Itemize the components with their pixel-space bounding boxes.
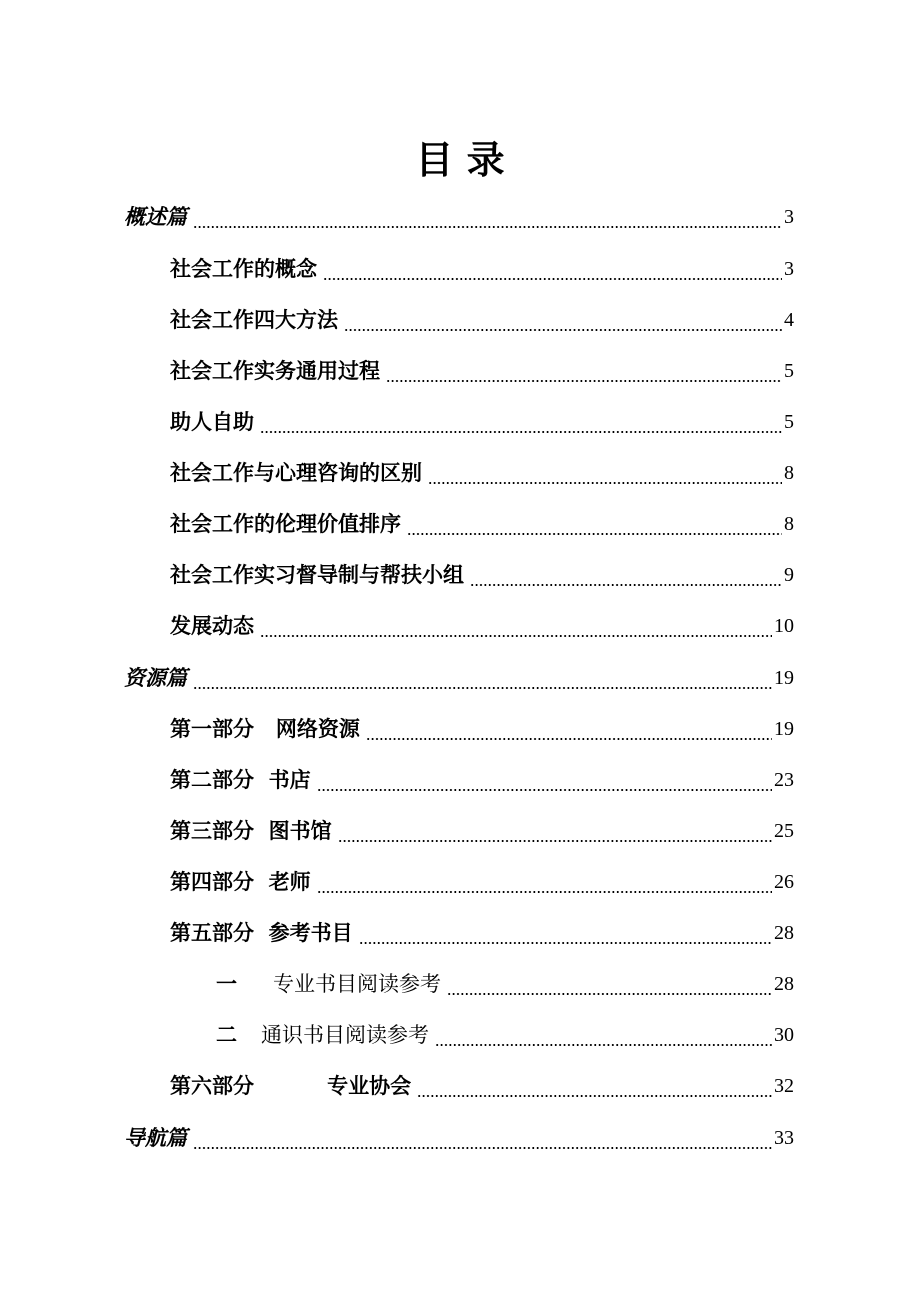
toc-entry-text: 概述篇 (124, 205, 187, 229)
toc-entry-text: 通识书目阅读参考 (261, 1023, 429, 1047)
toc-page-number: 25 (774, 820, 794, 842)
toc-page-number: 3 (784, 206, 794, 228)
dot-leader (417, 1071, 772, 1101)
toc-entry[interactable] (170, 765, 794, 795)
dot-leader (323, 254, 782, 284)
toc-page-number: 28 (774, 973, 794, 995)
toc-entry[interactable] (170, 867, 794, 897)
dot-leader (193, 1123, 772, 1153)
toc-entry[interactable] (170, 1071, 794, 1101)
toc-entry-sub[interactable] (216, 1020, 794, 1050)
dot-leader (193, 202, 782, 232)
toc-entry[interactable] (170, 407, 794, 437)
toc-entry-sub[interactable] (216, 969, 794, 999)
toc-entry[interactable] (170, 560, 794, 590)
toc-entry-text: 专业书目阅读参考 (273, 972, 441, 996)
toc-page-number: 28 (774, 922, 794, 944)
toc-entry-text: 第五部分 参考书目 (170, 921, 353, 945)
toc-entry-text: 第六部分 专业协会 (170, 1074, 412, 1098)
toc-page-number: 26 (774, 871, 794, 893)
toc-entry[interactable] (170, 714, 794, 744)
toc-page-number: 5 (784, 411, 794, 433)
toc-entry-text: 社会工作实习督导制与帮扶小组 (170, 563, 464, 587)
toc-entry-text: 导航篇 (124, 1126, 187, 1150)
toc-entry[interactable] (170, 918, 794, 948)
toc-entry-text: 第四部分 老师 (170, 870, 311, 894)
dot-leader (344, 305, 782, 335)
dot-leader (470, 560, 782, 590)
toc-entry[interactable] (170, 356, 794, 386)
toc-entry-text: 第二部分 书店 (170, 768, 311, 792)
toc-entry-text: 社会工作四大方法 (170, 308, 338, 332)
toc-entry-text: 社会工作的概念 (170, 257, 317, 281)
toc-entry[interactable] (170, 254, 794, 284)
toc-entry-text: 社会工作的伦理价值排序 (170, 512, 401, 536)
toc-page-number: 10 (774, 615, 794, 637)
toc-entry-text: 资源篇 (124, 666, 187, 690)
toc-entry[interactable] (170, 458, 794, 488)
dot-leader (428, 458, 782, 488)
dot-leader (317, 765, 772, 795)
toc-page-number: 3 (784, 258, 794, 280)
page-title: 目 录 (415, 138, 505, 182)
toc-page-number: 32 (774, 1075, 794, 1097)
dot-leader (366, 714, 772, 744)
dot-leader (260, 611, 772, 641)
toc-entry-text: 助人自助 (170, 410, 254, 434)
toc-entry-marker: 二 (216, 1023, 237, 1047)
dot-leader (338, 816, 772, 846)
toc-page-number: 30 (774, 1024, 794, 1046)
dot-leader (435, 1020, 772, 1050)
dot-leader (386, 356, 782, 386)
toc-entry[interactable] (170, 611, 794, 641)
dot-leader (317, 867, 772, 897)
toc-entry[interactable] (170, 509, 794, 539)
toc-page-number: 5 (784, 360, 794, 382)
toc-entry[interactable] (170, 305, 794, 335)
toc-page-number: 23 (774, 769, 794, 791)
toc-entry-text: 第三部分 图书馆 (170, 819, 332, 843)
dot-leader (359, 918, 772, 948)
toc-entry-text: 社会工作与心理咨询的区别 (170, 461, 422, 485)
toc-page-number: 8 (784, 462, 794, 484)
toc-page-number: 19 (774, 667, 794, 689)
toc-entry-text: 发展动态 (170, 614, 254, 638)
toc-entry-resources[interactable] (124, 663, 794, 693)
toc-entry-marker: 一 (216, 972, 237, 996)
toc-page-number: 8 (784, 513, 794, 535)
toc-entry[interactable] (170, 816, 794, 846)
dot-leader (407, 509, 782, 539)
toc-entry-text: 第一部分 网络资源 (170, 717, 360, 741)
dot-leader (447, 969, 772, 999)
dot-leader (193, 663, 772, 693)
toc-page-number: 4 (784, 309, 794, 331)
toc-entry-overview[interactable] (124, 202, 794, 232)
dot-leader (260, 407, 782, 437)
toc-page-number: 9 (784, 564, 794, 586)
toc-page-number: 33 (774, 1127, 794, 1149)
toc-page-number: 19 (774, 718, 794, 740)
toc-entry-navigation[interactable] (124, 1123, 794, 1153)
toc-entry-text: 社会工作实务通用过程 (170, 359, 380, 383)
